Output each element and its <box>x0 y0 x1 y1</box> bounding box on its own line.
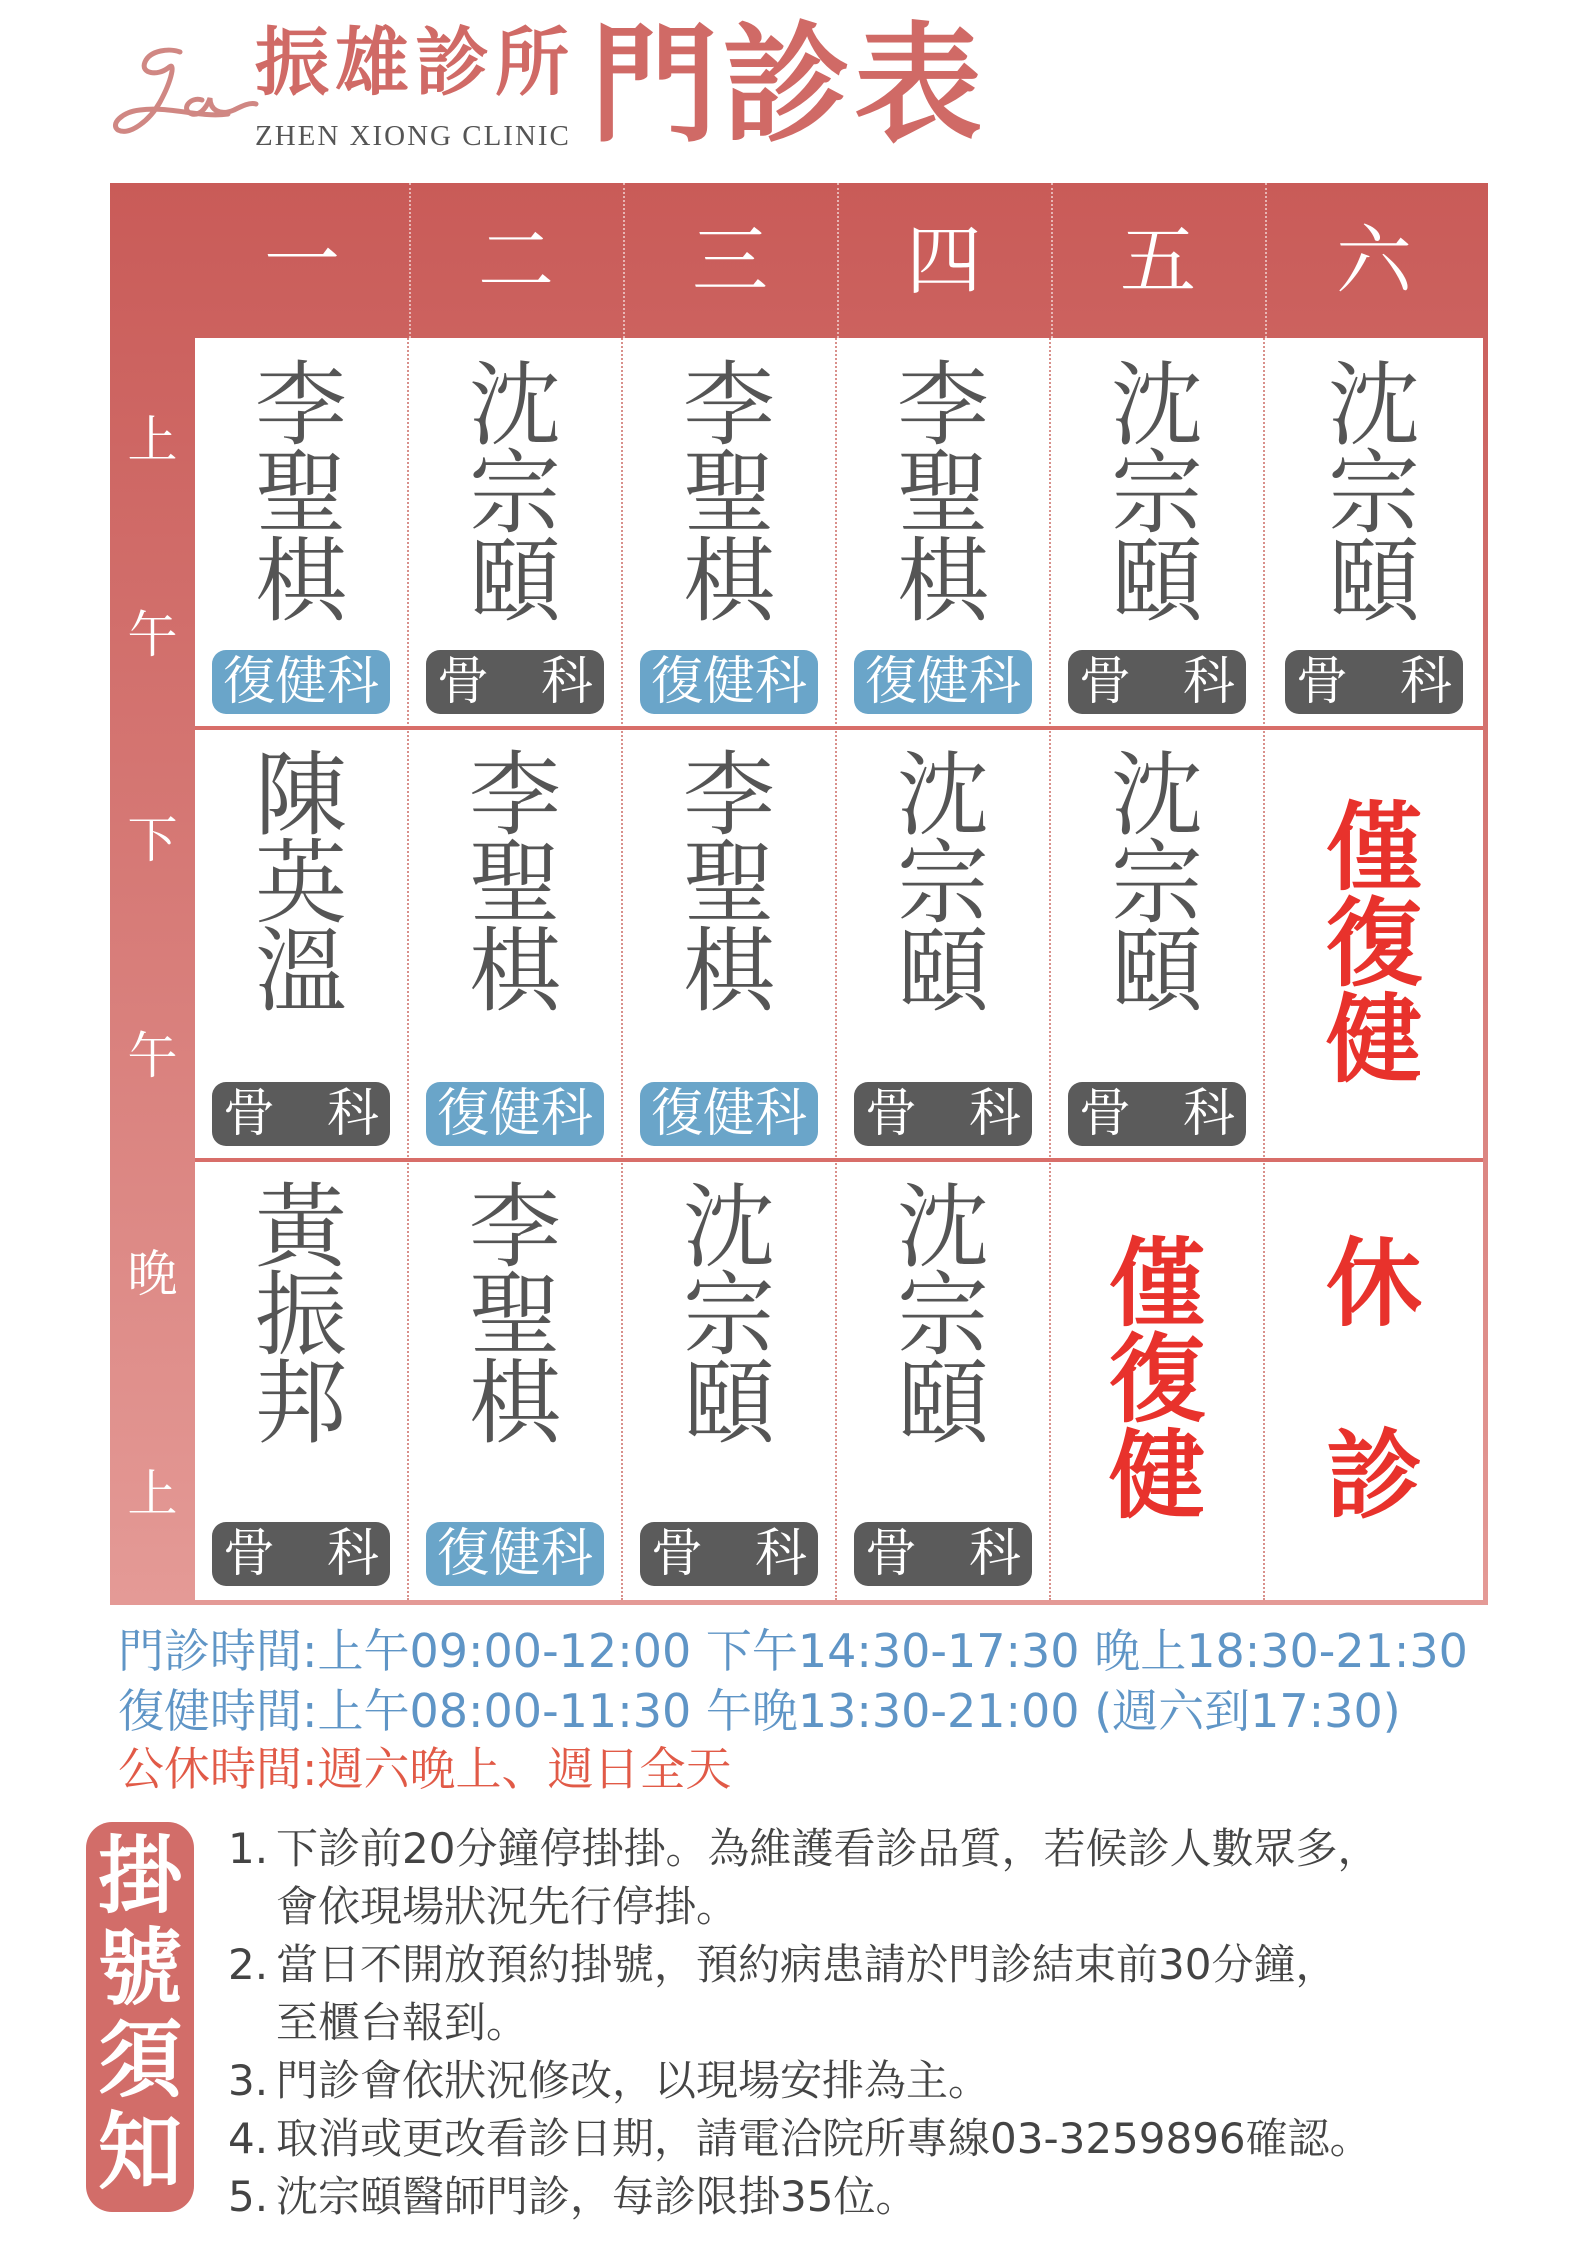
period-label-char: 下 <box>127 811 178 869</box>
notice-item-text: 取消或更改看診日期，請電洽院所專線03-3259896確認。 <box>276 2114 1372 2163</box>
schedule-cell <box>837 338 1051 728</box>
department-badge: 骨 科 <box>1068 1082 1246 1146</box>
notice-item-text: 當日不開放預約掛號，預約病患請於門診結束前30分鐘， 至櫃台報到。 <box>276 1940 1338 2047</box>
doctor-name: 李 聖 棋 <box>254 352 347 635</box>
clinic-name-english: ZHEN XIONG CLINIC <box>255 120 571 152</box>
doctor-name: 沈 宗 頤 <box>682 1174 775 1457</box>
department-badge: 骨 科 <box>1068 650 1246 714</box>
clinic-hours: 門診時間:上午09:00-12:00 下午14:30-17:30 晚上18:30-21:30 <box>118 1624 1468 1678</box>
notice-item <box>228 2168 1518 2226</box>
department-badge: 骨 科 <box>640 1522 818 1586</box>
period-label-char: 午 <box>127 1027 178 1085</box>
row-divider <box>195 726 1483 730</box>
department-badge: 復健科 <box>854 650 1032 714</box>
schedule-cell <box>1265 1160 1483 1600</box>
table-corner <box>110 183 195 338</box>
doctor-name: 沈 宗 頤 <box>468 352 561 635</box>
day-header-fri: 五 <box>1051 183 1267 338</box>
schedule-cell <box>837 1160 1051 1600</box>
doctor-name: 黃 振 邦 <box>254 1174 347 1457</box>
special-note: 僅 復 健 <box>1109 1228 1205 1532</box>
doctor-name: 李 聖 棋 <box>682 742 775 1025</box>
notice-item-number: 2. <box>228 1940 269 1989</box>
doctor-name: 沈 宗 頤 <box>896 742 989 1025</box>
period-label-char: 晚 <box>127 1245 178 1303</box>
department-badge: 骨 科 <box>854 1522 1032 1586</box>
schedule-cell <box>1051 728 1265 1160</box>
doctor-name: 李 聖 棋 <box>468 742 561 1025</box>
notice-item-number: 3. <box>228 2056 269 2105</box>
doctor-name: 李 聖 棋 <box>682 352 775 635</box>
special-note: 休 診 <box>1326 1228 1422 1532</box>
doctor-name: 陳 英 溫 <box>254 742 347 1025</box>
schedule-grid <box>195 338 1483 1600</box>
period-label-char: 上 <box>127 1465 178 1523</box>
department-badge: 復健科 <box>640 650 818 714</box>
department-badge: 骨 科 <box>1285 650 1463 714</box>
period-label-char: 上 <box>127 410 178 469</box>
department-badge: 骨 科 <box>426 650 604 714</box>
page-title: 門診表 <box>590 11 987 160</box>
doctor-name: 李 聖 棋 <box>896 352 989 635</box>
doctor-name: 沈 宗 頤 <box>896 1174 989 1457</box>
department-badge: 骨 科 <box>854 1082 1032 1146</box>
signature-logo-icon <box>110 40 260 150</box>
schedule-cell <box>409 1160 623 1600</box>
schedule-cell <box>195 728 409 1160</box>
clinic-schedule-table <box>110 183 1488 1605</box>
doctor-name: 沈 宗 頤 <box>1327 352 1420 635</box>
notice-item-number: 4. <box>228 2114 269 2163</box>
schedule-cell <box>623 338 837 728</box>
closed-hours: 公休時間:週六晚上、週日全天 <box>118 1742 732 1796</box>
department-badge: 復健科 <box>640 1082 818 1146</box>
schedule-cell <box>1265 338 1483 728</box>
notice-item-text: 下診前20分鐘停掛掛。為維護看診品質，若候診人數眾多， 會依現場狀況先行停掛。 <box>276 1824 1380 1931</box>
period-header-morning <box>110 338 195 728</box>
doctor-name: 沈 宗 頤 <box>1110 352 1203 635</box>
day-header-thu: 四 <box>837 183 1053 338</box>
doctor-name: 李 聖 棋 <box>468 1174 561 1457</box>
department-badge: 復健科 <box>426 1522 604 1586</box>
doctor-name: 沈 宗 頤 <box>1110 742 1203 1025</box>
schedule-cell <box>1051 338 1265 728</box>
day-header-mon: 一 <box>195 183 411 338</box>
schedule-cell <box>195 338 409 728</box>
notice-item-number: 1. <box>228 1824 269 1873</box>
department-badge: 復健科 <box>212 650 390 714</box>
notice-item-text: 門診會依狀況修改，以現場安排為主。 <box>276 2056 991 2105</box>
period-header-afternoon <box>110 728 195 1160</box>
day-header-wed: 三 <box>623 183 839 338</box>
notice-item-text: 沈宗頤醫師門診，每診限掛35位。 <box>276 2172 918 2221</box>
schedule-cell <box>1265 728 1483 1160</box>
schedule-cell <box>1051 1160 1265 1600</box>
notice-item-number: 5. <box>228 2172 269 2221</box>
special-note: 僅 復 健 <box>1326 792 1422 1096</box>
period-header-evening <box>110 1160 195 1600</box>
schedule-cell <box>409 728 623 1160</box>
schedule-cell <box>623 728 837 1160</box>
notice-item <box>228 1936 1518 2052</box>
rehab-hours: 復健時間:上午08:00-11:30 午晚13:30-21:00 (週六到17:30) <box>118 1684 1401 1738</box>
day-header-sat: 六 <box>1336 215 1412 305</box>
clinic-name: 振雄診所 <box>255 20 575 106</box>
notice-item <box>228 2110 1518 2168</box>
schedule-cell <box>409 338 623 728</box>
department-badge: 復健科 <box>426 1082 604 1146</box>
department-badge: 骨 科 <box>212 1522 390 1586</box>
department-badge: 骨 科 <box>212 1082 390 1146</box>
day-header-tue: 二 <box>409 183 625 338</box>
registration-notice-title: 掛 號 須 知 <box>86 1822 194 2212</box>
period-label-char: 午 <box>127 605 178 664</box>
schedule-cell <box>623 1160 837 1600</box>
notice-item <box>228 1820 1518 1936</box>
registration-notice-list <box>228 1820 1518 2226</box>
schedule-cell <box>837 728 1051 1160</box>
schedule-cell <box>195 1160 409 1600</box>
notice-item <box>228 2052 1518 2110</box>
row-divider <box>195 1158 1483 1162</box>
